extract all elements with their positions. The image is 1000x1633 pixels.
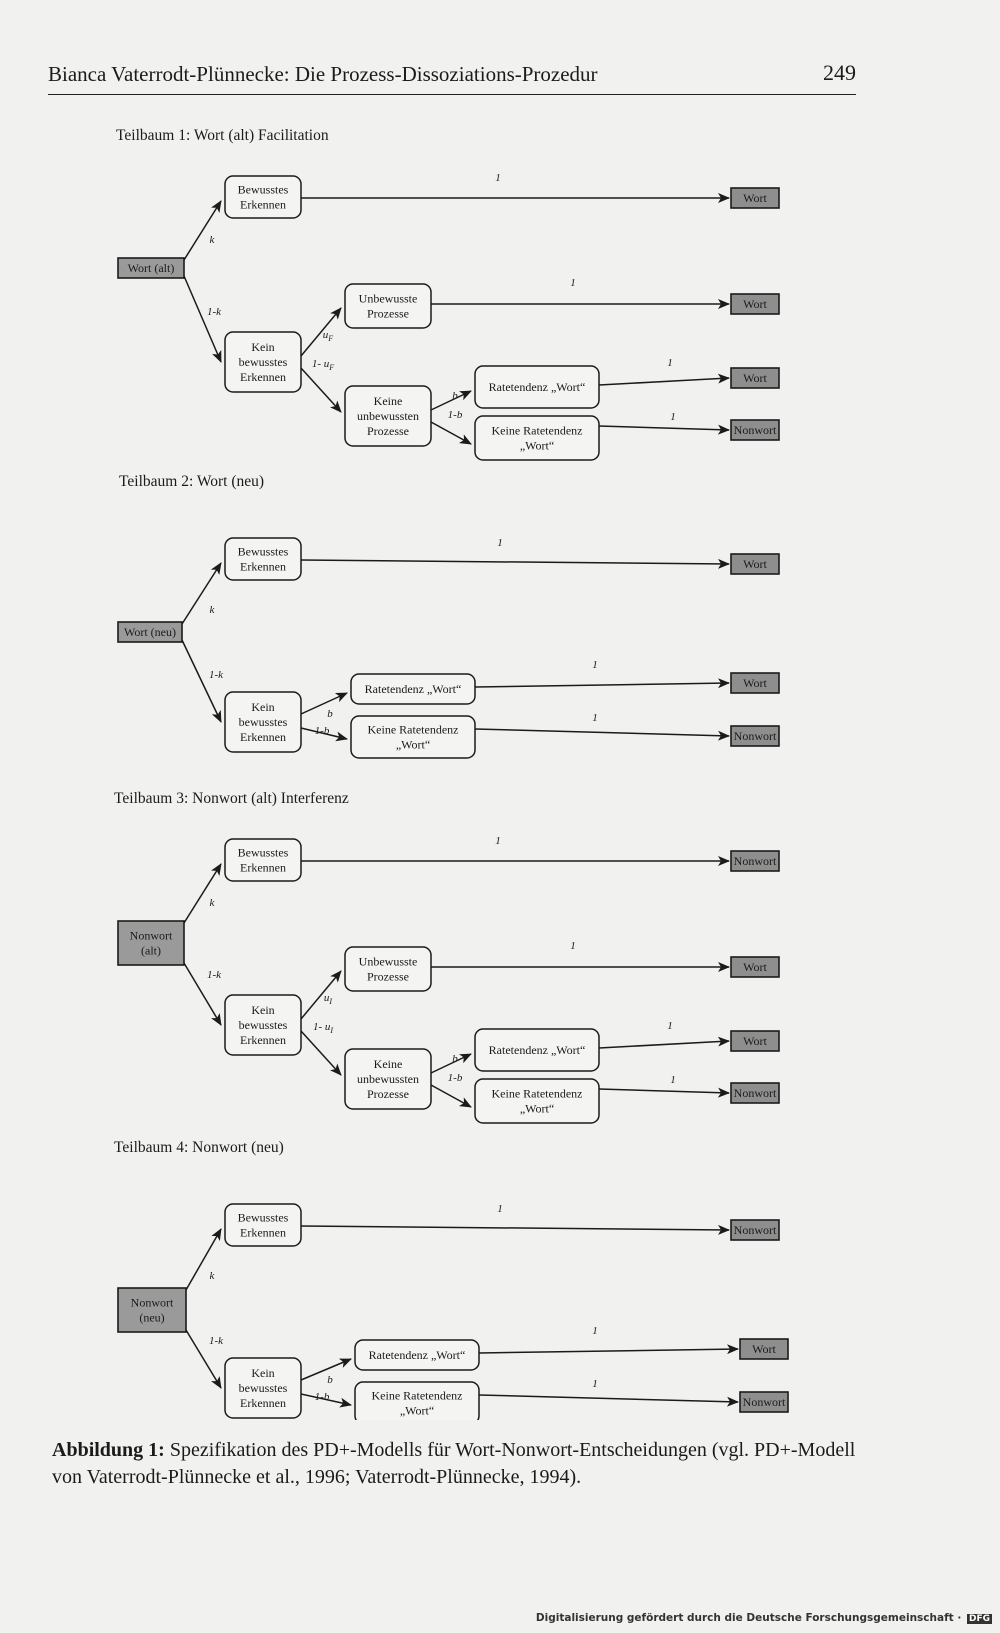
t3-bewusstes-erkennen-node-label: Erkennen bbox=[240, 860, 286, 875]
t4-bewusstes-erkennen-node-label: Erkennen bbox=[240, 1225, 286, 1240]
running-title: Bianca Vaterrodt-Plünnecke: Die Prozess-Dissoziations-Prozedur bbox=[48, 62, 598, 86]
t2-root-node-label: Wort (neu) bbox=[123, 625, 177, 639]
t1-unbewusste-prozesse-node-label: Unbewusste bbox=[358, 291, 418, 306]
t3-prob-p3: 1 bbox=[667, 1020, 673, 1032]
t2-prob-1-b: 1-b bbox=[314, 725, 330, 737]
t1-branch-1-b bbox=[431, 422, 471, 444]
t1-prob-u: $u_F$ bbox=[322, 329, 334, 343]
t4-prob-b: b bbox=[327, 1374, 333, 1386]
t3-outcome-4 bbox=[731, 1083, 779, 1103]
t4-root-node-label: Nonwort bbox=[130, 1295, 174, 1310]
t4-title: Teilbaum 4: Nonwort (neu) bbox=[114, 1139, 284, 1156]
t1-ratetendenz-node-label: Ratetendenz „Wort“ bbox=[488, 380, 586, 394]
t3-root-node-label: Nonwort bbox=[129, 928, 173, 943]
t3-keine-ratetendenz-node-label: Keine Ratetendenz bbox=[491, 1086, 583, 1101]
t4-edge-outcome-3 bbox=[479, 1395, 738, 1402]
t4-kein-bewusstes-node-label: bewusstes bbox=[238, 1381, 288, 1395]
t1-outcome-4 bbox=[731, 420, 779, 440]
caption-label: Abbildung 1: bbox=[52, 1439, 165, 1461]
t3-prob-1-b: 1-b bbox=[447, 1072, 463, 1084]
t3-outcome-2 bbox=[731, 957, 779, 977]
t3-outcome-3-label: Wort bbox=[743, 1034, 767, 1048]
t3-keine-unbewussten-node-label: Keine bbox=[373, 1057, 403, 1071]
t3-ratetendenz-node bbox=[475, 1029, 599, 1071]
t1-title: Teilbaum 1: Wort (alt) Facilitation bbox=[116, 127, 329, 144]
t1-bewusstes-erkennen-node-label: Erkennen bbox=[240, 197, 286, 212]
t1-keine-unbewussten-node-label: Keine bbox=[373, 394, 403, 408]
t2-root-node bbox=[118, 622, 182, 642]
t3-prob-1-u: 1- $u_I$ bbox=[312, 1021, 334, 1035]
t2-bewusstes-erkennen-node-label: Bewusstes bbox=[237, 544, 289, 559]
t1-prob-p1: 1 bbox=[495, 172, 501, 184]
t4-outcome-2 bbox=[740, 1339, 788, 1359]
t1-keine-unbewussten-node bbox=[345, 386, 431, 446]
t2-bewusstes-erkennen-node bbox=[225, 538, 301, 580]
t2-ratetendenz-node bbox=[351, 674, 475, 704]
t4-outcome-3 bbox=[740, 1392, 788, 1412]
t3-keine-unbewussten-node bbox=[345, 1049, 431, 1109]
t1-branch-u bbox=[301, 308, 341, 356]
t1-prob-p4: 1 bbox=[670, 411, 676, 423]
t4-prob-p3: 1 bbox=[592, 1378, 598, 1390]
t2-branch-k bbox=[182, 563, 221, 624]
t3-keine-ratetendenz-node-label: „Wort“ bbox=[519, 1101, 555, 1116]
t2-ratetendenz-node-label: Ratetendenz „Wort“ bbox=[364, 682, 462, 696]
t1-keine-ratetendenz-node-label: Keine Ratetendenz bbox=[491, 423, 583, 438]
t4-ratetendenz-node bbox=[355, 1340, 479, 1370]
t2-prob-p2: 1 bbox=[592, 659, 598, 671]
t3-root-node bbox=[118, 921, 184, 965]
t4-edge-outcome-1 bbox=[301, 1226, 729, 1230]
t1-kein-bewusstes-node-label: Erkennen bbox=[240, 370, 286, 384]
t1-keine-ratetendenz-node-label: „Wort“ bbox=[519, 438, 555, 453]
t4-root-node-label: (neu) bbox=[139, 1310, 165, 1325]
t1-edge-outcome-3 bbox=[599, 378, 729, 385]
t1-outcome-1 bbox=[731, 188, 779, 208]
t2-outcome-1 bbox=[731, 554, 779, 574]
t2-prob-p3: 1 bbox=[592, 712, 598, 724]
t3-edge-outcome-4 bbox=[599, 1089, 729, 1093]
t2-bewusstes-erkennen-node-label: Erkennen bbox=[240, 559, 286, 574]
t2-kein-bewusstes-node bbox=[225, 692, 301, 752]
t1-outcome-2-label: Wort bbox=[743, 297, 767, 311]
t2-title: Teilbaum 2: Wort (neu) bbox=[119, 473, 265, 490]
t3-outcome-1 bbox=[731, 851, 779, 871]
t2-kein-bewusstes-node-label: Kein bbox=[251, 700, 275, 714]
t1-keine-unbewussten-node-label: Prozesse bbox=[367, 424, 409, 438]
t4-keine-ratetendenz-node bbox=[355, 1382, 479, 1420]
t4-keine-ratetendenz-node-label: „Wort“ bbox=[399, 1403, 435, 1418]
t4-ratetendenz-node-label: Ratetendenz „Wort“ bbox=[368, 1348, 466, 1362]
t2-prob-k: k bbox=[209, 604, 215, 616]
t1-bewusstes-erkennen-node bbox=[225, 176, 301, 218]
t4-bewusstes-erkennen-node bbox=[225, 1204, 301, 1246]
t3-keine-ratetendenz-node bbox=[475, 1079, 599, 1123]
t3-bewusstes-erkennen-node bbox=[225, 839, 301, 881]
t3-title: Teilbaum 3: Nonwort (alt) Interferenz bbox=[114, 790, 349, 807]
t1-ratetendenz-node bbox=[475, 366, 599, 408]
t1-branch-1-k bbox=[184, 276, 221, 362]
digitization-footer bbox=[536, 1612, 992, 1624]
t1-kein-bewusstes-node-label: bewusstes bbox=[238, 355, 288, 369]
t4-kein-bewusstes-node-label: Kein bbox=[251, 1366, 275, 1380]
t1-kein-bewusstes-node-label: Kein bbox=[251, 340, 275, 354]
caption-text: Spezifikation des PD+-Modells für Wort-Nonwort-Entscheidungen (vgl. PD+-Modell von Vaterrodt-Plünnecke et al., 1996; Vaterrodt-Plünnecke, 1994). bbox=[52, 1439, 856, 1488]
t1-prob-p2: 1 bbox=[570, 277, 576, 289]
t2-keine-ratetendenz-node-label: „Wort“ bbox=[395, 737, 431, 752]
dfg-logo: DFG bbox=[968, 1614, 990, 1624]
t1-keine-unbewussten-node-label: unbewussten bbox=[357, 409, 419, 423]
t3-prob-k: k bbox=[209, 897, 215, 909]
t4-outcome-2-label: Wort bbox=[752, 1342, 776, 1356]
t1-outcome-4-label: Nonwort bbox=[733, 423, 777, 437]
t3-prob-b: b bbox=[452, 1053, 458, 1065]
t2-prob-1-k: 1-k bbox=[208, 669, 224, 681]
t3-branch-1-u bbox=[301, 1031, 341, 1075]
t1-root-node bbox=[118, 258, 184, 278]
t3-branch-k bbox=[184, 864, 221, 923]
t2-edge-outcome-1 bbox=[301, 560, 729, 564]
t1-outcome-3-label: Wort bbox=[743, 371, 767, 385]
t1-branch-k bbox=[184, 201, 221, 260]
t1-prob-p3: 1 bbox=[667, 357, 673, 369]
t2-kein-bewusstes-node-label: bewusstes bbox=[238, 715, 288, 729]
t1-branch-1-u bbox=[301, 368, 341, 412]
t3-outcome-1-label: Nonwort bbox=[733, 854, 777, 868]
t1-unbewusste-prozesse-node-label: Prozesse bbox=[367, 306, 409, 321]
t4-branch-b bbox=[301, 1359, 351, 1380]
t2-outcome-2 bbox=[731, 673, 779, 693]
t4-branch-k bbox=[186, 1229, 221, 1290]
t1-root-node-label: Wort (alt) bbox=[127, 261, 175, 275]
t3-keine-unbewussten-node-label: unbewussten bbox=[357, 1072, 419, 1086]
t3-kein-bewusstes-node-label: bewusstes bbox=[238, 1018, 288, 1032]
t1-bewusstes-erkennen-node-label: Bewusstes bbox=[237, 182, 289, 197]
t2-branch-1-k bbox=[182, 640, 221, 722]
t4-prob-p2: 1 bbox=[592, 1325, 598, 1337]
t2-edge-outcome-3 bbox=[475, 729, 729, 736]
t2-kein-bewusstes-node-label: Erkennen bbox=[240, 730, 286, 744]
t2-outcome-1-label: Wort bbox=[743, 557, 767, 571]
t1-edge-outcome-4 bbox=[599, 426, 729, 430]
t4-prob-k: k bbox=[209, 1270, 215, 1282]
t3-prob-u: $u_I$ bbox=[323, 992, 333, 1006]
t2-edge-outcome-2 bbox=[475, 683, 729, 687]
t3-unbewusste-prozesse-node-label: Unbewusste bbox=[358, 954, 418, 969]
t2-outcome-3 bbox=[731, 726, 779, 746]
t3-bewusstes-erkennen-node-label: Bewusstes bbox=[237, 845, 289, 860]
t3-branch-b bbox=[431, 1054, 471, 1073]
t3-kein-bewusstes-node-label: Kein bbox=[251, 1003, 275, 1017]
t3-prob-p1: 1 bbox=[495, 835, 501, 847]
t2-prob-b: b bbox=[327, 708, 333, 720]
t3-outcome-2-label: Wort bbox=[743, 960, 767, 974]
t4-keine-ratetendenz-node-label: Keine Ratetendenz bbox=[371, 1388, 463, 1403]
t4-outcome-3-label: Nonwort bbox=[742, 1395, 786, 1409]
t3-prob-1-k: 1-k bbox=[206, 969, 222, 981]
footer-text: Digitalisierung gefördert durch die Deutsche Forschungsgemeinschaft · bbox=[535, 1612, 962, 1624]
t3-unbewusste-prozesse-node bbox=[345, 947, 431, 991]
t2-prob-p1: 1 bbox=[497, 537, 503, 549]
t4-edge-outcome-2 bbox=[479, 1349, 738, 1353]
t3-kein-bewusstes-node bbox=[225, 995, 301, 1055]
t1-unbewusste-prozesse-node bbox=[345, 284, 431, 328]
t1-prob-1-u: 1- $u_F$ bbox=[311, 358, 335, 372]
t1-kein-bewusstes-node bbox=[225, 332, 301, 392]
t3-keine-unbewussten-node-label: Prozesse bbox=[367, 1087, 409, 1101]
t3-prob-p4: 1 bbox=[670, 1074, 676, 1086]
t4-kein-bewusstes-node bbox=[225, 1358, 301, 1418]
t1-prob-1-k: 1-k bbox=[206, 306, 222, 318]
t3-kein-bewusstes-node-label: Erkennen bbox=[240, 1033, 286, 1047]
t3-prob-p2: 1 bbox=[570, 940, 576, 952]
t4-prob-1-k: 1-k bbox=[208, 1335, 224, 1347]
t1-outcome-2 bbox=[731, 294, 779, 314]
t3-ratetendenz-node-label: Ratetendenz „Wort“ bbox=[488, 1043, 586, 1057]
t4-outcome-1 bbox=[731, 1220, 779, 1240]
t1-prob-1-b: 1-b bbox=[447, 409, 463, 421]
t1-keine-ratetendenz-node bbox=[475, 416, 599, 460]
t2-keine-ratetendenz-node bbox=[351, 716, 475, 758]
t3-edge-outcome-3 bbox=[599, 1041, 729, 1048]
t2-outcome-3-label: Nonwort bbox=[733, 729, 777, 743]
t4-outcome-1-label: Nonwort bbox=[733, 1223, 777, 1237]
t4-prob-p1: 1 bbox=[497, 1203, 503, 1215]
figure-caption bbox=[52, 1437, 872, 1491]
t2-outcome-2-label: Wort bbox=[743, 676, 767, 690]
t3-root-node-label: (alt) bbox=[141, 943, 161, 958]
t1-prob-b: b bbox=[452, 390, 458, 402]
t4-root-node bbox=[118, 1288, 186, 1332]
t1-outcome-3 bbox=[731, 368, 779, 388]
t2-keine-ratetendenz-node-label: Keine Ratetendenz bbox=[367, 722, 459, 737]
t2-branch-b bbox=[301, 693, 347, 714]
t1-outcome-1-label: Wort bbox=[743, 191, 767, 205]
t3-outcome-3 bbox=[731, 1031, 779, 1051]
t3-unbewusste-prozesse-node-label: Prozesse bbox=[367, 969, 409, 984]
t4-prob-1-b: 1-b bbox=[314, 1391, 330, 1403]
page-number: 249 bbox=[823, 60, 856, 85]
t3-outcome-4-label: Nonwort bbox=[733, 1086, 777, 1100]
t3-branch-1-b bbox=[431, 1085, 471, 1107]
t4-bewusstes-erkennen-node-label: Bewusstes bbox=[237, 1210, 289, 1225]
t1-prob-k: k bbox=[209, 234, 215, 246]
t3-branch-u bbox=[301, 971, 341, 1019]
t4-kein-bewusstes-node-label: Erkennen bbox=[240, 1396, 286, 1410]
t1-branch-b bbox=[431, 391, 471, 410]
